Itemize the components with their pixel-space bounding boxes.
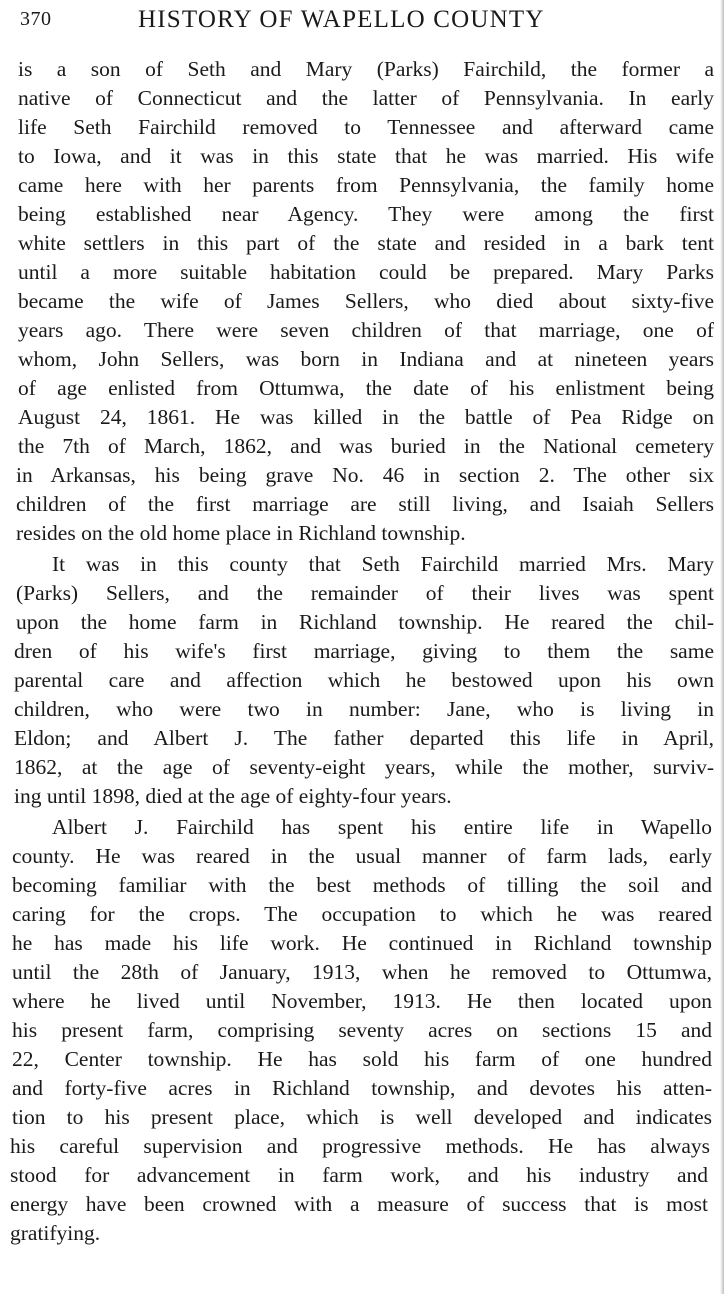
text-line: It was in this county that Seth Fairchild married Mrs. Mary	[52, 552, 714, 576]
text-line: August 24, 1861. He was killed in the battle of Pea Ridge on	[18, 405, 714, 429]
text-line: and forty-five acres in Richland township, and devotes his atten-	[12, 1076, 712, 1100]
text-line: to Iowa, and it was in this state that he was married. His wife	[18, 144, 714, 168]
text-line: 1862, at the age of seventy-eight years, while the mother, surviv-	[14, 755, 714, 779]
text-line: upon the home farm in Richland township. He reared the chil-	[16, 610, 714, 634]
page-header	[8, 6, 708, 40]
text-line: native of Connecticut and the latter of Pennsylvania. In early	[18, 86, 714, 110]
text-line: until the 28th of January, 1913, when he removed to Ottumwa,	[12, 960, 712, 984]
text-line: children of the first marriage are still living, and Isaiah Sellers	[16, 492, 714, 516]
text-line: being established near Agency. They were among the first	[18, 202, 714, 226]
text-line: until a more suitable habitation could be prepared. Mary Parks	[18, 260, 714, 284]
text-line: he has made his life work. He continued in Richland township	[12, 931, 712, 955]
text-line: his present farm, comprising seventy acres on sections 15 and	[12, 1018, 712, 1042]
text-line: came here with her parents from Pennsylvania, the family home	[18, 173, 714, 197]
text-line: dren of his wife's first marriage, giving to them the same	[14, 639, 714, 663]
text-line: resides on the old home place in Richland township.	[16, 521, 466, 545]
text-line: of age enlisted from Ottumwa, the date of his enlistment being	[18, 376, 714, 400]
text-line: the 7th of March, 1862, and was buried in the National cemetery	[18, 434, 714, 458]
text-line: children, who were two in number: Jane, who is living in	[14, 697, 714, 721]
text-line: ing until 1898, died at the age of eighty-four years.	[14, 784, 452, 808]
text-line: Albert J. Fairchild has spent his entire life in Wapello	[52, 815, 712, 839]
page-number: 370	[20, 8, 52, 30]
text-line: caring for the crops. The occupation to which he was reared	[12, 902, 712, 926]
text-line: whom, John Sellers, was born in Indiana and at nineteen years	[18, 347, 714, 371]
text-line: life Seth Fairchild removed to Tennessee and afterward came	[18, 115, 714, 139]
text-line: years ago. There were seven children of that marriage, one of	[18, 318, 714, 342]
text-line: Eldon; and Albert J. The father departed this life in April,	[14, 726, 714, 750]
page-edge-shadow	[720, 0, 724, 1294]
text-line: tion to his present place, which is well developed and indicates	[12, 1105, 712, 1129]
text-line: county. He was reared in the usual manner of farm lads, early	[12, 844, 712, 868]
text-line: 22, Center township. He has sold his farm of one hundred	[12, 1047, 712, 1071]
text-line: parental care and affection which he bestowed upon his own	[14, 668, 714, 692]
text-line: white settlers in this part of the state and resided in a bark tent	[18, 231, 714, 255]
text-line: became the wife of James Sellers, who died about sixty-five	[18, 289, 714, 313]
running-head: HISTORY OF WAPELLO COUNTY	[138, 6, 545, 33]
text-line: is a son of Seth and Mary (Parks) Fairchild, the former a	[18, 57, 714, 81]
text-line: where he lived until November, 1913. He then located upon	[12, 989, 712, 1013]
text-line: in Arkansas, his being grave No. 46 in section 2. The other six	[16, 463, 714, 487]
text-line: (Parks) Sellers, and the remainder of their lives was spent	[16, 581, 714, 605]
text-line: becoming familiar with the best methods of tilling the soil and	[12, 873, 712, 897]
text-line: energy have been crowned with a measure of success that is most	[10, 1192, 708, 1216]
text-line: gratifying.	[10, 1221, 101, 1245]
text-line: stood for advancement in farm work, and his industry and	[10, 1163, 708, 1187]
text-line: his careful supervision and progressive methods. He has always	[10, 1134, 710, 1158]
